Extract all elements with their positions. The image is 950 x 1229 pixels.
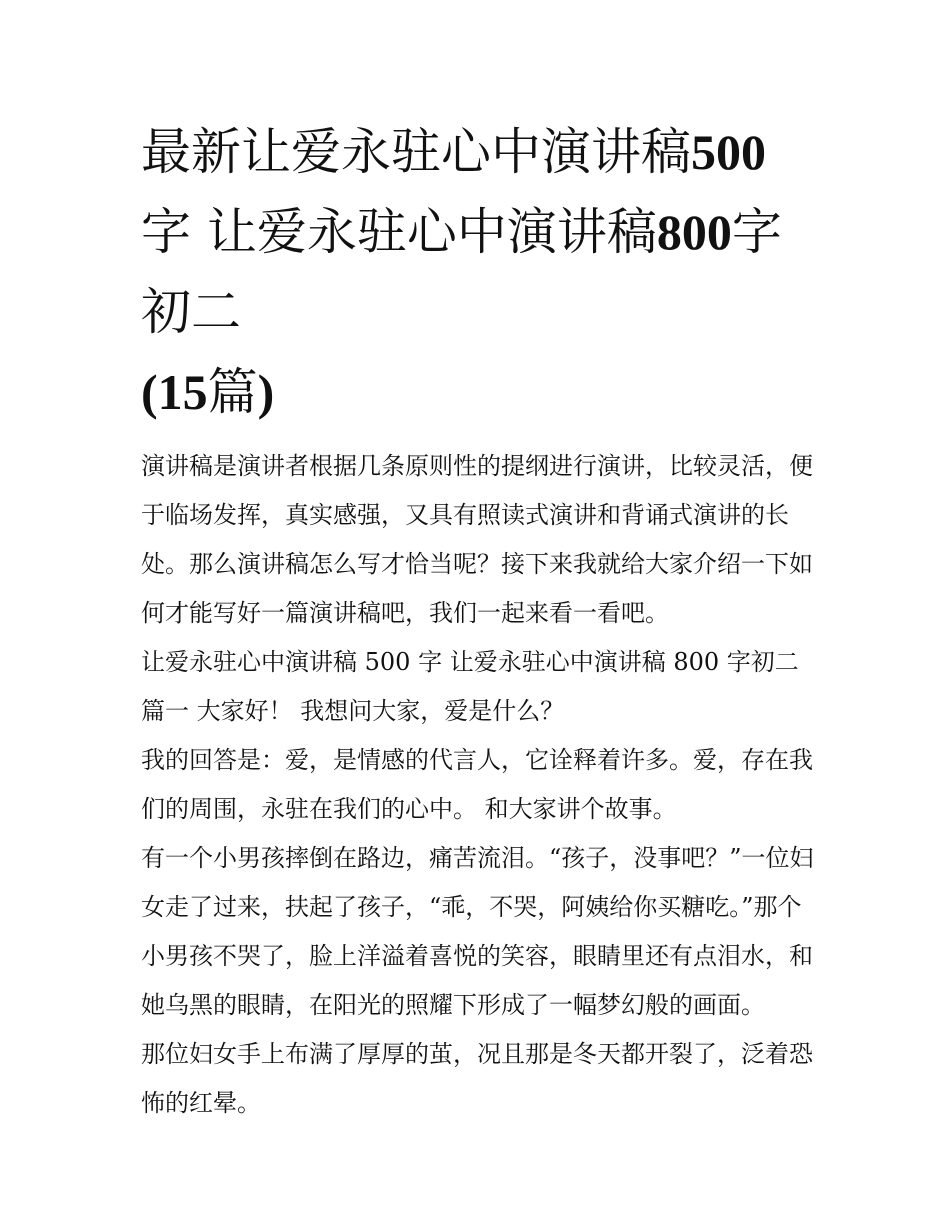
paragraph-answer: 我的回答是：爱，是情感的代言人，它诠释着许多。爱，存在我们的周围，永驻在我们的心中。 和大家讲个故事。 (141, 746, 813, 823)
title-number-4: ) (257, 364, 275, 420)
title-number-1: 500 (691, 124, 766, 180)
paragraph-story: 有一个小男孩摔倒在路边，痛苦流泪。“孩子，没事吧？”一位妇女走了过来，扶起了孩子，“乖，不哭，阿姨给你买糖吃。”那个小男孩不哭了，脸上洋溢着喜悦的笑容，眼睛里还有点泪水，和她乌黑的眼睛，在阳光的照耀下形成了一幅梦幻般的画面。 (141, 844, 814, 1019)
title-part-4: 篇 (207, 363, 258, 421)
title-number-2: 800 (656, 204, 732, 260)
document-body (141, 442, 821, 1128)
document-page (141, 112, 821, 1128)
paragraph-intro: 演讲稿是演讲者根据几条原则性的提纲进行演讲，比较灵活，便于临场发挥，真实感强，又具有照读式演讲和背诵式演讲的长处。那么演讲稿怎么写才恰当呢？接下来我就给大家介绍一下如何才能写好一篇演讲稿吧，我们一起来看一看吧。 (141, 452, 813, 627)
title-part-1: 最新让爱永驻心中演讲稿 (141, 123, 691, 181)
title-number-3: (15 (141, 364, 208, 420)
title-part-3: 字初二 (141, 203, 782, 341)
title-part-2: 字 让爱永驻心中演讲稿 (141, 203, 657, 261)
document-title (141, 112, 821, 432)
paragraph-woman-hands: 那位妇女手上布满了厚厚的茧，况且那是冬天都开裂了，泛着恐怖的红晕。 (141, 1040, 813, 1117)
paragraph-section-heading: 让爱永驻心中演讲稿 500 字 让爱永驻心中演讲稿 800 字初二篇一 大家好！ 我想问大家，爱是什么？ (141, 648, 799, 725)
